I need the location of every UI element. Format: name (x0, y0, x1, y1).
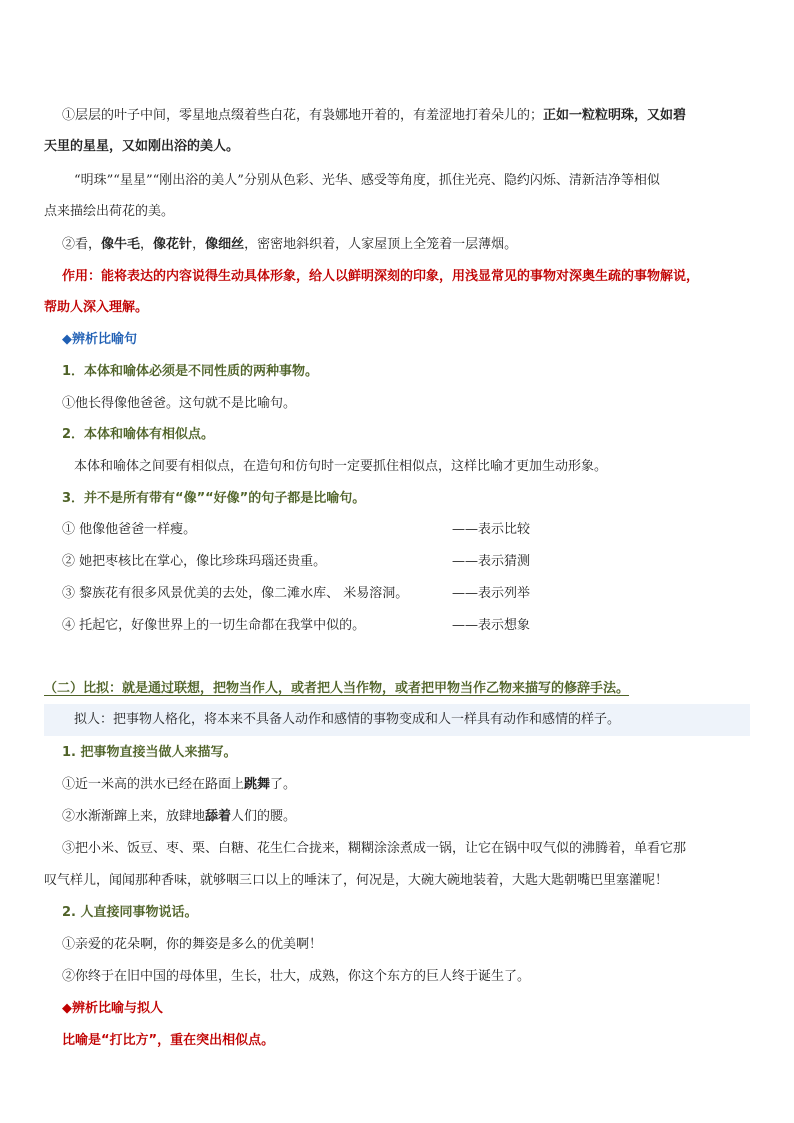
metaphor-rule-1: 1．本体和喻体必须是不同性质的两种事物。 (62, 364, 319, 379)
metaphor-rule-3: 3．并不是所有带有“像”“好像”的句子都是比喻句。 (62, 491, 366, 506)
section-personification-heading: （二）比拟：就是通过联想，把物当作人，或者把人当作物，或者把甲物当作乙物来描写的修辞手法。 (44, 681, 630, 696)
like-example-4-note: ——表示想象 (452, 618, 531, 633)
personification-example-4: ①亲爱的花朵啊，你的舞姿是多么的优美啊！ (62, 937, 323, 952)
personification-example-3: ③把小米、饭豆、枣、栗、白糖、花生仁合拢来，糊糊涂涂煮成一锅，让它在锅中叹气似的沸腾着，单看它那 (62, 841, 687, 856)
like-example-2: ② 她把枣核比在掌心，像比珍珠玛瑙还贵重。 (62, 554, 327, 569)
metaphor-rule-1-example: ①他长得像他爸爸。这句就不是比喻句。 (62, 396, 297, 411)
personification-rule-1: 1. 把事物直接当做人来描写。 (62, 745, 237, 760)
analyze-personification-heading: ◆辨析比喻与拟人 (62, 1001, 163, 1016)
like-example-3: ③ 黎族花有很多风景优美的去处，像二滩水库、 米易溶洞。 (62, 586, 409, 601)
analyze-metaphor-heading: ◆辨析比喻句 (62, 332, 137, 347)
personification-example-1: ①近一米高的洪水已经在路面上跳舞了。 (62, 777, 297, 792)
like-example-1: ① 他像他爸爸一样瘦。 (62, 522, 197, 537)
like-example-3-note: ——表示列举 (452, 586, 531, 601)
metaphor-effect: 作用：能将表达的内容说得生动具体形象，给人以鲜明深刻的印象，用浅显常见的事物对深奥生疏的事物解说， (62, 269, 700, 284)
personification-example-2: ②水渐渐蹿上来，放肆地舔着人们的腰。 (62, 809, 297, 824)
metaphor-example-1-cont: 天里的星星，又如刚出浴的美人。 (44, 139, 240, 154)
like-example-2-note: ——表示猜测 (452, 554, 531, 569)
metaphor-rule-2: 2．本体和喻体有相似点。 (62, 427, 215, 442)
metaphor-explanation-cont: 点来描绘出荷花的美。 (44, 204, 175, 219)
metaphor-example-2: ②看，像牛毛，像花针，像细丝，密密地斜织着，人家屋顶上全笼着一层薄烟。 (62, 237, 518, 252)
personification-definition: 拟人：把事物人格化，将本来不具备人动作和感情的事物变成和人一样具有动作和感情的样子。 (74, 712, 621, 727)
metaphor-vs-personification-line: 比喻是“打比方”，重在突出相似点。 (62, 1033, 275, 1048)
metaphor-rule-2-example: 本体和喻体之间要有相似点，在造句和仿句时一定要抓住相似点，这样比喻才更加生动形象。 (74, 459, 608, 474)
metaphor-effect-cont: 帮助人深入理解。 (44, 300, 149, 315)
metaphor-explanation: “明珠”“星星”“刚出浴的美人”分别从色彩、光华、感受等角度，抓住光亮、隐约闪烁、清新洁净等相似 (74, 173, 660, 188)
personification-rule-2: 2. 人直接同事物说话。 (62, 905, 198, 920)
like-example-4: ④ 托起它，好像世界上的一切生命都在我掌中似的。 (62, 618, 366, 633)
like-example-1-note: ——表示比较 (452, 522, 531, 537)
personification-example-5: ②你终于在旧中国的母体里，生长，壮大，成熟，你这个东方的巨人终于诞生了。 (62, 969, 531, 984)
metaphor-example-1: ①层层的叶子中间，零星地点缀着些白花，有袅娜地开着的，有羞涩地打着朵儿的；正如一粒粒明珠，又如碧 (62, 108, 687, 123)
personification-example-3-cont: 叹气样儿，闻闻那种香味，就够咽三口以上的唾沫了，何况是，大碗大碗地装着，大匙大匙朝嘴巴里塞灌呢！ (44, 873, 669, 888)
